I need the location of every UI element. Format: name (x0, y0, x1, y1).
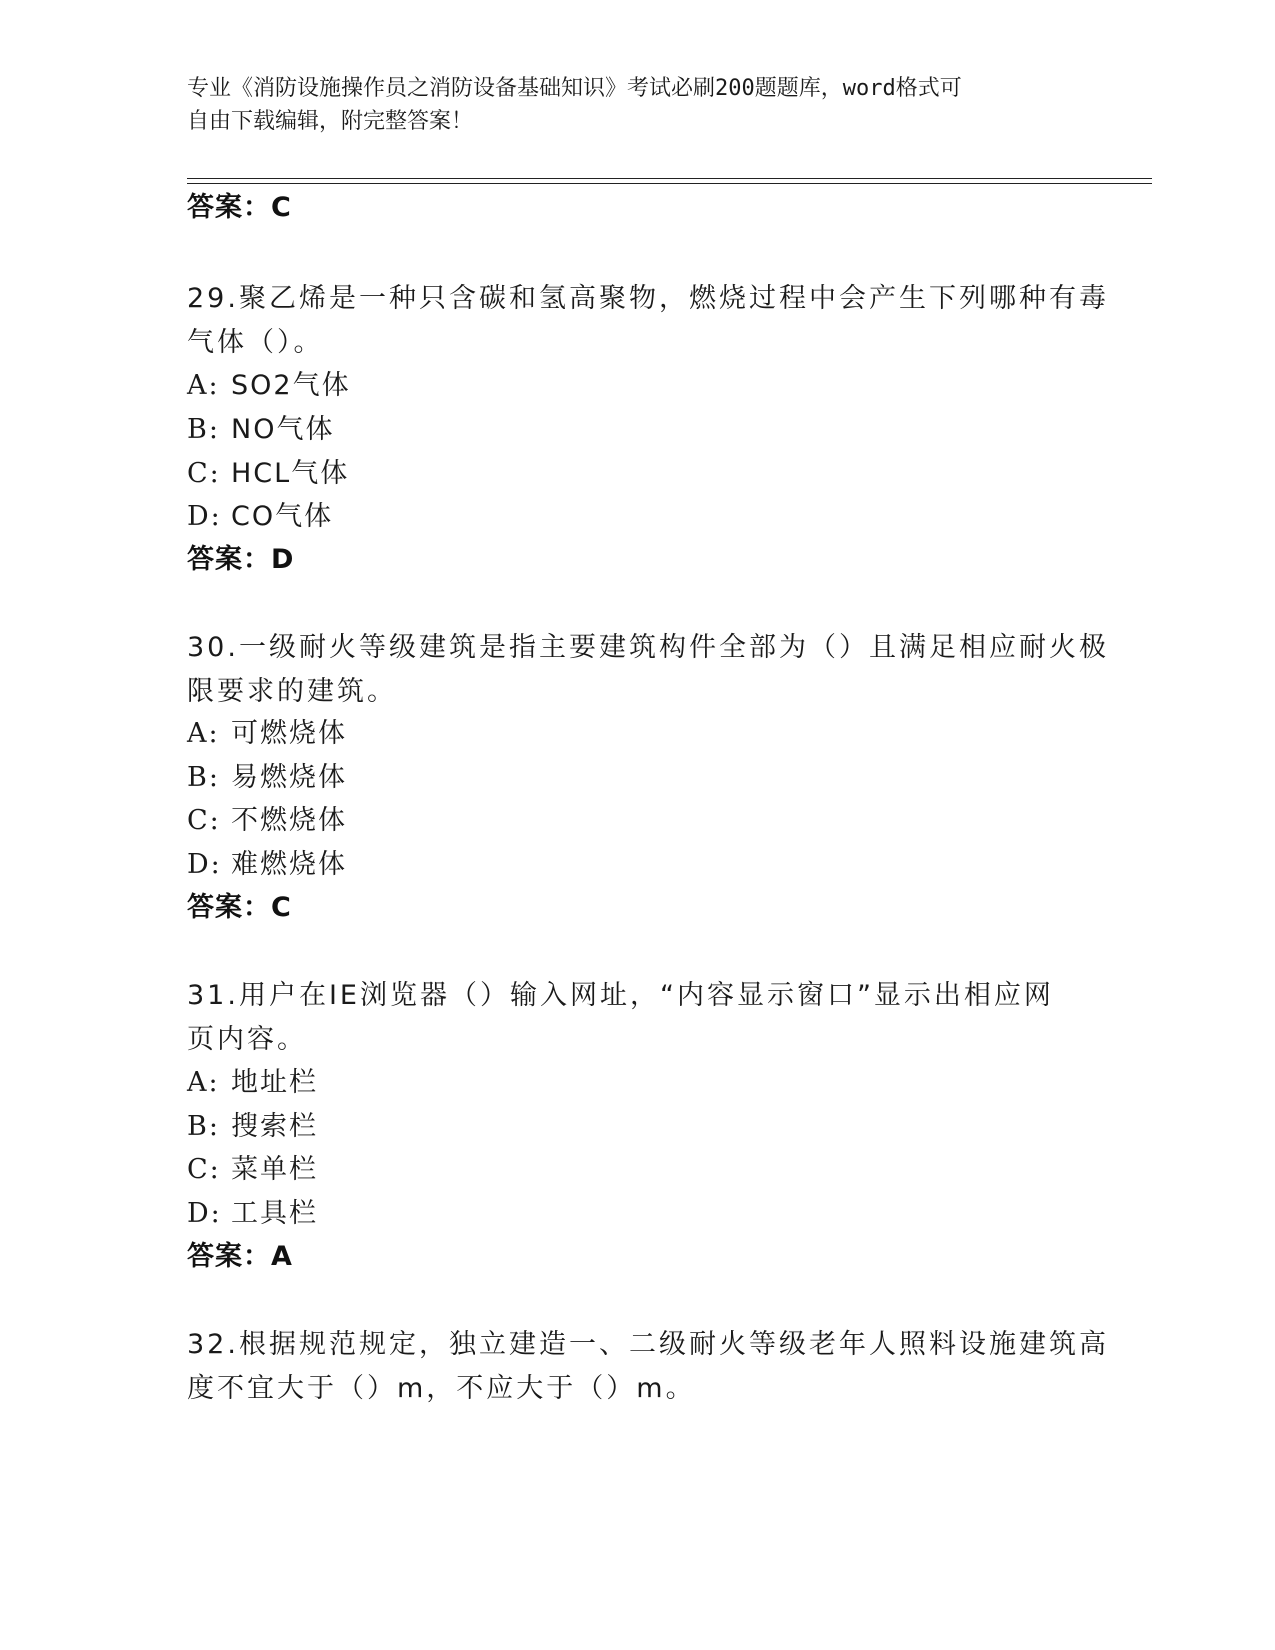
question-29-line-1: 29.聚乙烯是一种只含碳和氢高聚物，燃烧过程中会产生下列哪种有毒 (187, 283, 1109, 314)
question-29-option-d (187, 499, 333, 535)
header-divider-top (187, 178, 1152, 179)
option-text: 不燃烧体 (231, 805, 347, 836)
option-letter: D: (187, 1198, 222, 1229)
question-32-line-1: 32.根据规范规定，独立建造一、二级耐火等级老年人照料设施建筑高 (187, 1329, 1109, 1360)
option-text: NO气体 (231, 414, 335, 445)
option-text: 工具栏 (231, 1198, 318, 1229)
question-31-line-1: 31.用户在IE浏览器（）输入网址，“内容显示窗口”显示出相应网 (187, 980, 1054, 1011)
question-31-line-2: 页内容。 (187, 1024, 307, 1055)
option-text: 难燃烧体 (231, 849, 347, 880)
question-30-option-a (187, 716, 347, 752)
header-line-1: 专业《消防设施操作员之消防设备基础知识》考试必刷200题题库，word格式可 (187, 76, 962, 101)
question-30-answer: 答案：C (187, 892, 292, 923)
option-letter: A: (187, 1067, 220, 1098)
option-letter: D: (187, 849, 222, 880)
option-letter: B: (187, 414, 220, 445)
question-30-line-2: 限要求的建筑。 (187, 676, 397, 707)
question-29-option-a (187, 368, 351, 404)
question-30-option-d (187, 847, 347, 883)
option-text: 搜索栏 (231, 1111, 318, 1142)
option-text: 易燃烧体 (231, 762, 347, 793)
option-letter: D: (187, 501, 222, 532)
question-31-answer: 答案：A (187, 1241, 293, 1272)
option-text: 地址栏 (231, 1067, 318, 1098)
option-letter: C: (187, 1154, 221, 1185)
header-line-2: 自由下载编辑，附完整答案！ (187, 109, 474, 134)
option-text: CO气体 (231, 501, 334, 532)
question-30-option-b (187, 760, 347, 796)
option-text: HCL气体 (231, 458, 350, 489)
option-letter: A: (187, 718, 220, 749)
question-31-option-b (187, 1109, 318, 1145)
question-30-option-c (187, 803, 347, 839)
option-text: 可燃烧体 (231, 718, 347, 749)
option-letter: A: (187, 370, 220, 401)
option-letter: C: (187, 458, 221, 489)
header-divider-bottom (187, 183, 1152, 184)
option-letter: B: (187, 1111, 220, 1142)
question-29-option-b (187, 412, 334, 448)
question-29-answer: 答案：D (187, 544, 295, 575)
question-31-option-a (187, 1065, 318, 1101)
option-letter: C: (187, 805, 221, 836)
previous-answer: 答案：C (187, 192, 292, 223)
question-31-option-d (187, 1196, 318, 1232)
option-letter: B: (187, 762, 220, 793)
question-31-option-c (187, 1152, 318, 1188)
question-30-line-1: 30.一级耐火等级建筑是指主要建筑构件全部为（）且满足相应耐火极 (187, 632, 1109, 663)
question-29-option-c (187, 456, 349, 492)
document-header (187, 72, 1067, 138)
option-text: 菜单栏 (231, 1154, 318, 1185)
question-32-line-2: 度不宜大于（）m，不应大于（）m。 (187, 1373, 696, 1404)
option-text: SO2气体 (231, 370, 351, 401)
question-29-line-2: 气体（）。 (187, 327, 324, 358)
